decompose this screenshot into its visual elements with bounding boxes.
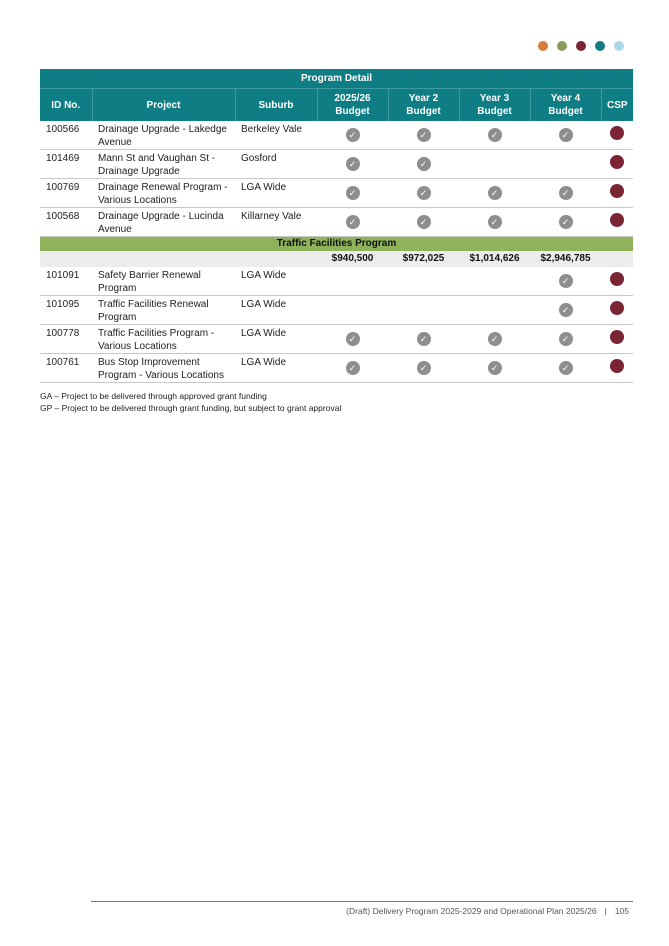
table-row (40, 150, 633, 179)
check-icon: ✓ (559, 274, 573, 288)
year3-cell (459, 150, 530, 179)
row-id: 100769 (40, 179, 92, 208)
light-blue-dot (614, 41, 624, 51)
year4-cell (530, 150, 601, 179)
year3-cell (459, 325, 530, 354)
year1-cell (317, 325, 388, 354)
csp-dot-icon (610, 330, 624, 344)
col-year2: Year 2 Budget (388, 89, 459, 122)
budget-spacer (40, 251, 317, 267)
check-icon: ✓ (488, 361, 502, 375)
footnotes (40, 390, 341, 414)
page-footer (346, 906, 629, 916)
row-suburb: LGA Wide (235, 296, 317, 325)
csp-dot-icon (610, 184, 624, 198)
year2-cell (388, 150, 459, 179)
traffic-section (40, 237, 633, 268)
row-id: 101469 (40, 150, 92, 179)
check-icon: ✓ (488, 186, 502, 200)
check-icon: ✓ (417, 128, 431, 142)
year2-cell (388, 296, 459, 325)
csp-cell (601, 150, 633, 179)
col-csp: CSP (601, 89, 633, 122)
col-year4: Year 4 Budget (530, 89, 601, 122)
col-year1: 2025/26 Budget (317, 89, 388, 122)
year2-cell (388, 208, 459, 237)
budget-year3: $1,014,626 (459, 251, 530, 267)
program-detail-table (40, 69, 633, 383)
row-suburb: LGA Wide (235, 179, 317, 208)
year3-cell (459, 208, 530, 237)
year2-cell (388, 354, 459, 383)
csp-cell (601, 296, 633, 325)
row-project: Traffic Facilities Renewal Program (92, 296, 235, 325)
program-detail-header: Program Detail (40, 69, 633, 89)
year3-cell (459, 354, 530, 383)
decorative-dots (538, 41, 624, 51)
check-icon: ✓ (559, 361, 573, 375)
year1-cell (317, 296, 388, 325)
row-id: 101091 (40, 267, 92, 296)
row-project: Traffic Facilities Program - Various Locations (92, 325, 235, 354)
section-budget-row (40, 251, 633, 267)
row-id: 100568 (40, 208, 92, 237)
col-suburb: Suburb (235, 89, 317, 122)
year4-cell (530, 208, 601, 237)
row-project: Drainage Renewal Program - Various Locations (92, 179, 235, 208)
check-icon: ✓ (346, 157, 360, 171)
row-project: Drainage Upgrade - Lucinda Avenue (92, 208, 235, 237)
row-suburb: Berkeley Vale (235, 121, 317, 150)
table-row (40, 208, 633, 237)
csp-dot-icon (610, 301, 624, 315)
year4-cell (530, 267, 601, 296)
csp-cell (601, 121, 633, 150)
check-icon: ✓ (346, 215, 360, 229)
year1-cell (317, 150, 388, 179)
note-gp: GP – Project to be delivered through grant funding, but subject to grant approval (40, 403, 342, 413)
check-icon: ✓ (559, 332, 573, 346)
check-icon: ✓ (559, 215, 573, 229)
year3-cell (459, 296, 530, 325)
row-project: Drainage Upgrade - Lakedge Avenue (92, 121, 235, 150)
maroon-dot (576, 41, 586, 51)
year3-cell (459, 179, 530, 208)
table-row (40, 267, 633, 296)
section-title: Traffic Facilities Program (40, 237, 633, 252)
row-id: 100761 (40, 354, 92, 383)
year4-cell (530, 296, 601, 325)
budget-csp-spacer (601, 251, 633, 267)
check-icon: ✓ (559, 128, 573, 142)
year3-cell (459, 267, 530, 296)
year1-cell (317, 179, 388, 208)
year3-cell (459, 121, 530, 150)
year2-cell (388, 267, 459, 296)
year1-cell (317, 354, 388, 383)
check-icon: ✓ (346, 332, 360, 346)
col-project: Project (92, 89, 235, 122)
check-icon: ✓ (417, 332, 431, 346)
row-suburb: LGA Wide (235, 325, 317, 354)
year1-cell (317, 121, 388, 150)
table-row (40, 121, 633, 150)
check-icon: ✓ (417, 186, 431, 200)
check-icon: ✓ (417, 361, 431, 375)
note-ga: GA – Project to be delivered through approved grant funding (40, 391, 267, 401)
check-icon: ✓ (559, 186, 573, 200)
table-row (40, 296, 633, 325)
footer-separator: | (604, 906, 607, 916)
year2-cell (388, 179, 459, 208)
table-row (40, 325, 633, 354)
check-icon: ✓ (346, 128, 360, 142)
row-id: 100778 (40, 325, 92, 354)
footer-title: (Draft) Delivery Program 2025-2029 and Operational Plan 2025/26 (346, 906, 597, 916)
budget-year2: $972,025 (388, 251, 459, 267)
year2-cell (388, 121, 459, 150)
page-number: 105 (614, 906, 629, 916)
check-icon: ✓ (346, 186, 360, 200)
footer-divider (91, 901, 633, 902)
row-project: Safety Barrier Renewal Program (92, 267, 235, 296)
row-id: 100566 (40, 121, 92, 150)
year4-cell (530, 354, 601, 383)
check-icon: ✓ (488, 128, 502, 142)
year4-cell (530, 121, 601, 150)
olive-dot (557, 41, 567, 51)
row-id: 101095 (40, 296, 92, 325)
budget-year4: $2,946,785 (530, 251, 601, 267)
csp-cell (601, 267, 633, 296)
csp-cell (601, 325, 633, 354)
check-icon: ✓ (559, 303, 573, 317)
row-project: Bus Stop Improvement Program - Various Locations (92, 354, 235, 383)
csp-cell (601, 208, 633, 237)
csp-dot-icon (610, 155, 624, 169)
row-suburb: Gosford (235, 150, 317, 179)
csp-dot-icon (610, 359, 624, 373)
year4-cell (530, 179, 601, 208)
row-suburb: LGA Wide (235, 354, 317, 383)
check-icon: ✓ (417, 215, 431, 229)
orange-dot (538, 41, 548, 51)
year1-cell (317, 267, 388, 296)
col-year3: Year 3 Budget (459, 89, 530, 122)
csp-dot-icon (610, 126, 624, 140)
drainage-rows (40, 121, 633, 237)
year4-cell (530, 325, 601, 354)
csp-dot-icon (610, 213, 624, 227)
row-suburb: Killarney Vale (235, 208, 317, 237)
check-icon: ✓ (346, 361, 360, 375)
table-row (40, 179, 633, 208)
csp-cell (601, 354, 633, 383)
col-id: ID No. (40, 89, 92, 122)
row-suburb: LGA Wide (235, 267, 317, 296)
year2-cell (388, 325, 459, 354)
section-title-row (40, 237, 633, 252)
check-icon: ✓ (417, 157, 431, 171)
csp-cell (601, 179, 633, 208)
traffic-rows (40, 267, 633, 383)
budget-year1: $940,500 (317, 251, 388, 267)
year1-cell (317, 208, 388, 237)
csp-dot-icon (610, 272, 624, 286)
check-icon: ✓ (488, 332, 502, 346)
row-project: Mann St and Vaughan St - Drainage Upgrade (92, 150, 235, 179)
check-icon: ✓ (488, 215, 502, 229)
teal-dot (595, 41, 605, 51)
table-row (40, 354, 633, 383)
